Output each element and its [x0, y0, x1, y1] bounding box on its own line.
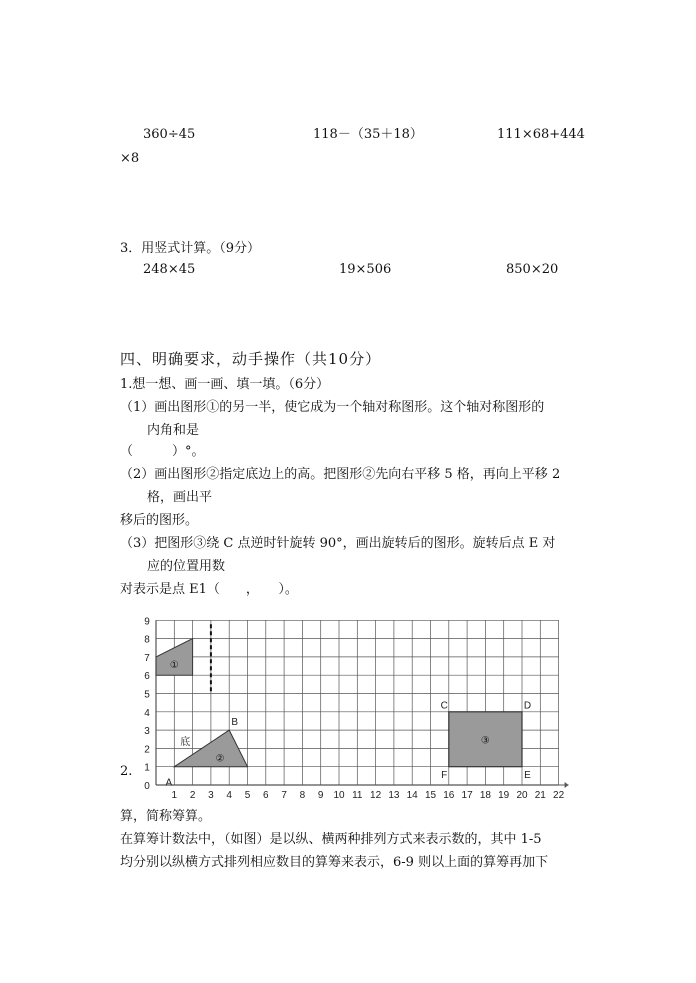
x-tick-label: 5 — [244, 790, 251, 801]
axis-tick-labels — [144, 616, 564, 801]
x-tick-label: 2 — [189, 790, 196, 801]
label-d: D — [523, 700, 532, 712]
x-tick-label: 21 — [534, 790, 546, 801]
x-tick-label: 14 — [406, 790, 418, 801]
x-axis-arrowhead — [565, 782, 569, 788]
label-b: B — [231, 716, 239, 728]
expr-1: 360÷45 — [143, 127, 196, 142]
label-c: C — [440, 700, 448, 712]
x-tick-label: 22 — [553, 790, 565, 801]
x-tick-label: 7 — [281, 790, 287, 801]
y-tick-label: 8 — [144, 634, 150, 646]
x-tick-label: 17 — [461, 790, 473, 801]
y-tick-label: 4 — [144, 707, 150, 719]
x-tick-label: 4 — [226, 790, 232, 801]
question-1-2-line1: （2）画出图形②指定底边上的高。把图形②先向右平移 5 格，再向上平移 2 — [120, 467, 561, 482]
question-1-1-line2: 内角和是 — [147, 423, 200, 438]
x-tick-label: 10 — [333, 790, 345, 801]
question-1-3-line3: 对表示是点 E1（ ， ）。 — [120, 582, 298, 597]
label-e: E — [524, 770, 531, 782]
y-tick-label: 9 — [144, 616, 150, 628]
coordinate-grid — [138, 605, 583, 807]
section-3-title: 3．用竖式计算。（9分） — [120, 241, 261, 256]
question-1-3-line1: （3）把图形③绕 C 点逆时针旋转 90°，画出旋转后的图形。旋转后点 E 对 — [120, 536, 556, 551]
label-shape-3: ③ — [480, 735, 490, 747]
footer-line-3: 均分别以纵横方式排列相应数目的算筹来表示，6-9 则以上面的算筹再加下 — [120, 855, 549, 870]
label-shape-1: ① — [169, 660, 179, 672]
footer-line-1: 算，简称筹算。 — [120, 809, 212, 824]
x-tick-label: 11 — [352, 790, 363, 801]
x-tick-label: 13 — [388, 790, 400, 801]
x-tick-label: 8 — [299, 790, 306, 801]
question-1-title: 1.想一想、画一画、填一填。（6分） — [120, 377, 330, 392]
label-shape-2: ② — [215, 753, 225, 765]
vertical-calc-1: 248×45 — [143, 262, 196, 277]
y-tick-label: 2 — [144, 744, 150, 756]
footer-line-2: 在算筹计数法中，（如图）是以纵、横两种排列方式来表示数的，其中 1-5 — [120, 832, 542, 847]
label-f: F — [441, 770, 448, 782]
question-1-2-line2: 格，画出平 — [147, 490, 213, 505]
x-tick-label: 1 — [171, 790, 178, 801]
y-tick-label: 5 — [144, 689, 150, 701]
vertical-calc-3: 850×20 — [506, 262, 559, 277]
y-tick-label: 7 — [144, 652, 150, 664]
x-tick-label: 15 — [424, 790, 437, 801]
expr-3-continued: ×8 — [120, 151, 140, 166]
x-tick-label: 16 — [443, 790, 455, 801]
label-a: A — [165, 777, 173, 789]
y-tick-label: 0 — [144, 781, 150, 792]
y-tick-label: 6 — [144, 671, 150, 683]
question-1-1-line1: （1）画出图形①的另一半，使它成为一个轴对称图形。这个轴对称图形的 — [120, 400, 545, 415]
expr-3: 111×68+444 — [497, 127, 585, 142]
question-1-1-line3: （ ）°。 — [120, 444, 205, 459]
vertical-calc-2: 19×506 — [339, 262, 392, 277]
expr-2: 118－（35＋18） — [313, 127, 423, 142]
y-tick-label: 1 — [144, 762, 150, 774]
question-1-3-line2: 应的位置用数 — [147, 559, 226, 574]
x-tick-label: 9 — [317, 790, 324, 801]
y-tick-label: 3 — [144, 726, 150, 738]
label-base: 底 — [180, 737, 191, 749]
x-tick-label: 6 — [263, 790, 269, 801]
x-tick-label: 18 — [479, 790, 491, 801]
x-tick-label: 19 — [498, 790, 510, 801]
section-4-title: 四、明确要求，动手操作（共10分） — [120, 350, 382, 368]
x-tick-label: 3 — [208, 790, 214, 801]
x-tick-label: 12 — [370, 790, 382, 801]
question-1-2-line3: 移后的图形。 — [120, 513, 199, 528]
x-tick-label: 20 — [516, 790, 528, 801]
grid-item-number: 2. — [120, 764, 133, 779]
